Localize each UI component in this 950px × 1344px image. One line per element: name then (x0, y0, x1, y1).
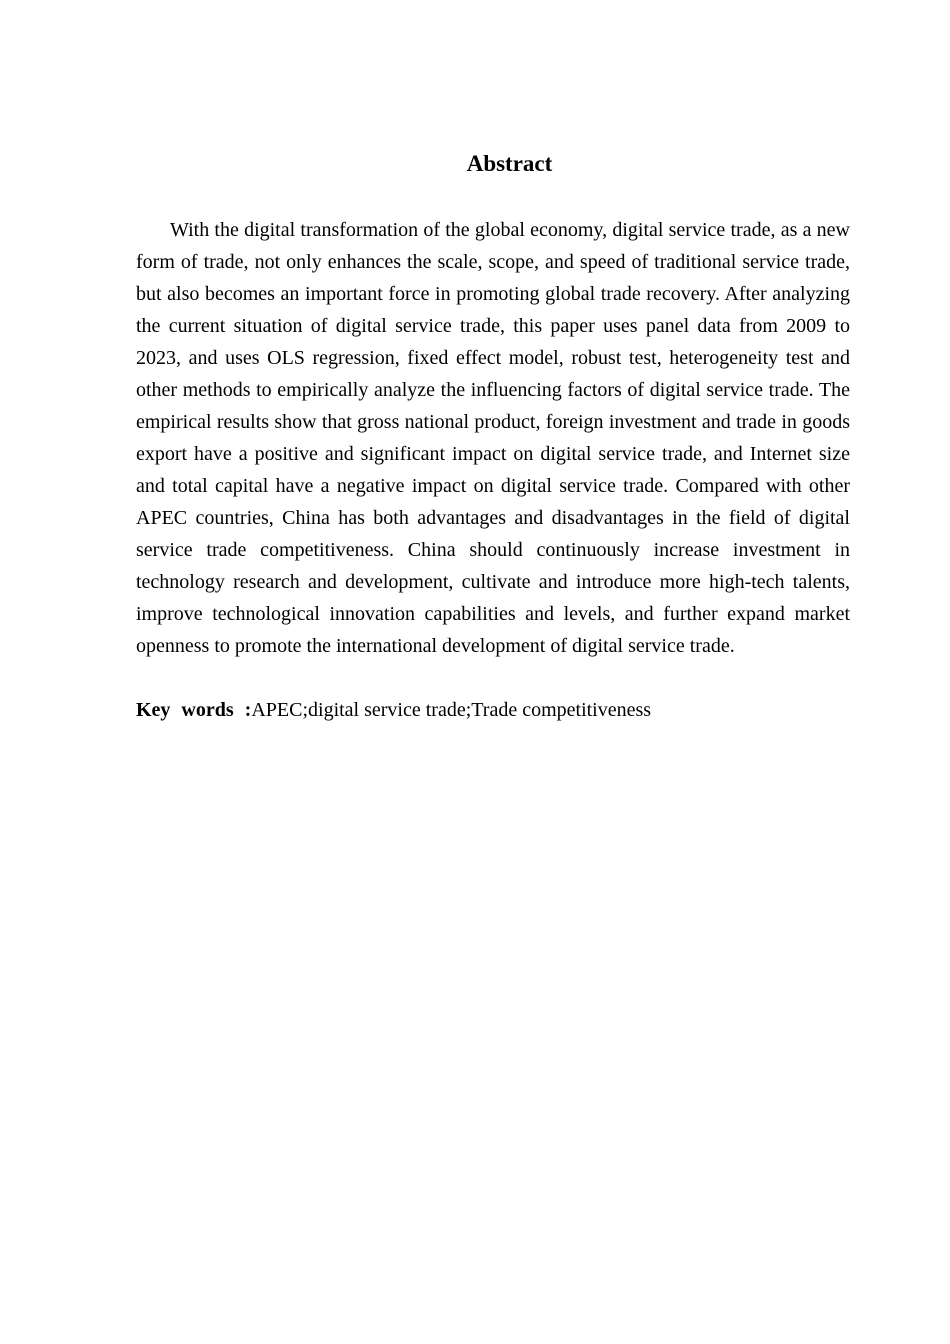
abstract-body: With the digital transformation of the global economy, digital service trade, as a new form of trade, not only enhances the scale, scope, and speed of traditional service trade, but also becomes an important force in promoting global trade recovery. After analyzing the current situation of digital service trade, this paper uses panel data from 2009 to 2023, and uses OLS regression, fixed effect model, robust test, heterogeneity test and other methods to empirically analyze the influencing factors of digital service trade. The empirical results show that gross national product, foreign investment and trade in goods export have a positive and significant impact on digital service trade, and Internet size and total capital have a negative impact on digital service trade. Compared with other APEC countries, China has both advantages and disadvantages in the field of digital service trade competitiveness. China should continuously increase investment in technology research and development, cultivate and introduce more high-tech talents, improve technological innovation capabilities and levels, and further expand market openness to promote the international development of digital service trade. (136, 219, 850, 657)
keywords-label: Key words : (136, 699, 252, 721)
abstract-title: Abstract (466, 151, 553, 176)
keywords-value: APEC;digital service trade;Trade competitiveness (251, 699, 652, 721)
abstract-section (136, 148, 850, 726)
keywords-line (136, 694, 850, 726)
